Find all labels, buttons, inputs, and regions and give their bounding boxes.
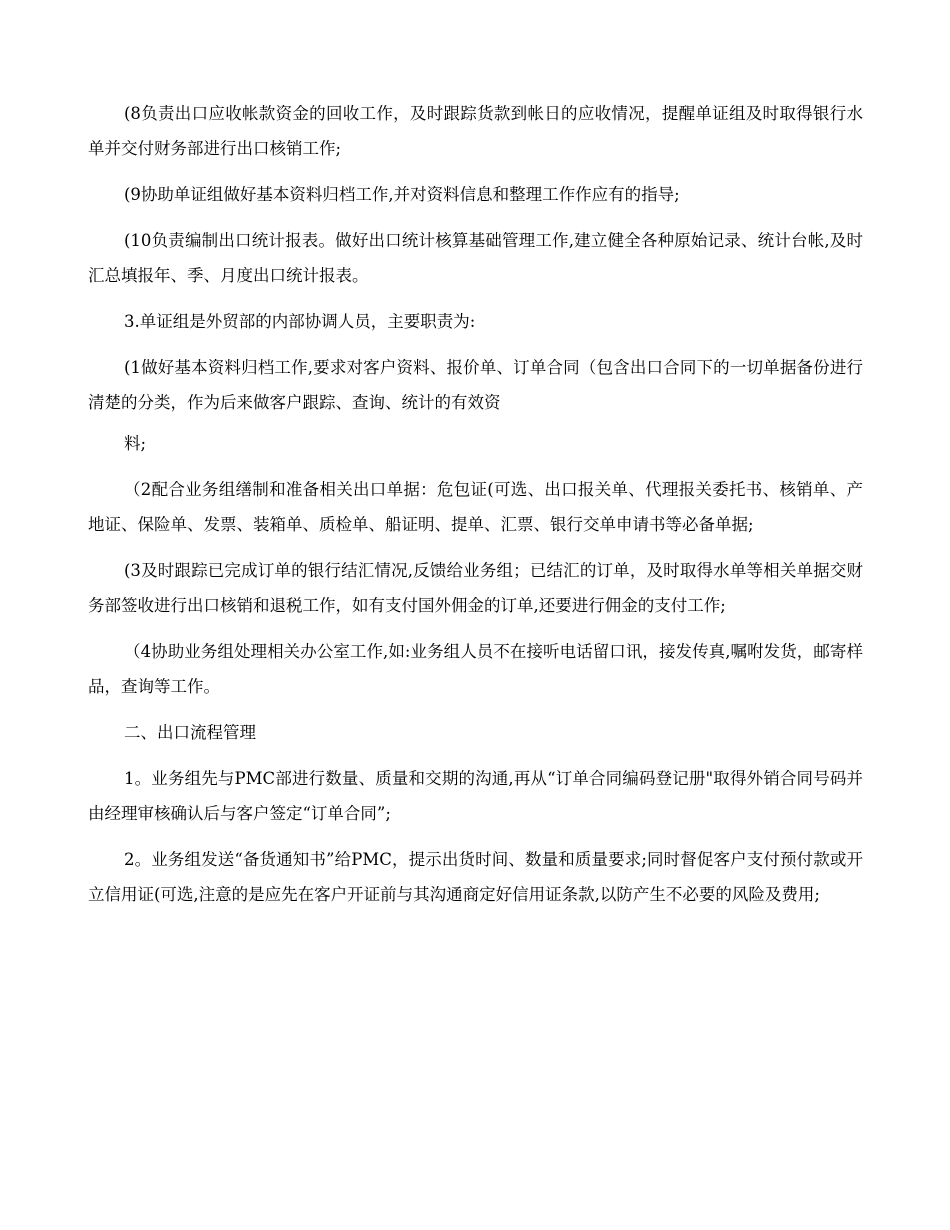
- paragraph-item-2: （2配合业务组缮制和准备相关出口单据：危包证(可选、出口报关单、代理报关委托书、核销单、产地证、保险单、发票、装箱单、质检单、船证明、提单、汇票、银行交单申请书等必备单据;: [88, 480, 863, 534]
- paragraph-section-3: 3.单证组是外贸部的内部协调人员，主要职责为:: [124, 312, 476, 331]
- document-body: [88, 96, 863, 923]
- paragraph-item-3: (3及时跟踪已完成订单的银行结汇情况,反馈给业务组；已结汇的订单，及时取得水单等相关单据交财务部签收进行出口核销和退税工作，如有支付国外佣金的订单,还要进行佣金的支付工作;: [88, 561, 863, 615]
- paragraph-step-1: 1。业务组先与PMC部进行数量、质量和交期的沟通,再从“订单合同编码登记册"取得外销合同号码并由经理审核确认后与客户签定“订单合同”;: [88, 769, 863, 823]
- paragraph-item-4: （4协助业务组处理相关办公室工作,如:业务组人员不在接听电话留口讯，接发传真,嘱咐发货，邮寄样品，查询等工作。: [88, 642, 863, 696]
- paragraph-item-1: (1做好基本资料归档工作,要求对客户资料、报价单、订单合同（包含出口合同下的一切单据备份进行清楚的分类，作为后来做客户跟踪、查询、统计的有效资: [88, 358, 863, 412]
- paragraph-item-1-continued: 料;: [124, 434, 147, 453]
- paragraph-item-8: (8负责出口应收帐款资金的回收工作，及时跟踪货款到帐日的应收情况，提醒单证组及时取得银行水单并交付财务部进行出口核销工作;: [88, 104, 863, 158]
- paragraph-item-10: (10负责编制出口统计报表。做好出口统计核算基础管理工作,建立健全各种原始记录、统计台帐,及时汇总填报年、季、月度出口统计报表。: [88, 231, 863, 285]
- paragraph-step-2: 2。业务组发送“备货通知书”给PMC，提示出货时间、数量和质量要求;同时督促客户支付预付款或开立信用证(可选,注意的是应先在客户开证前与其沟通商定好信用证条款,以防产生不必要的风险及费用;: [88, 850, 863, 904]
- section-heading-export-process: 二、出口流程管理: [124, 723, 256, 742]
- paragraph-item-9: (9协助单证组做好基本资料归档工作,并对资料信息和整理工作作应有的指导;: [124, 185, 680, 204]
